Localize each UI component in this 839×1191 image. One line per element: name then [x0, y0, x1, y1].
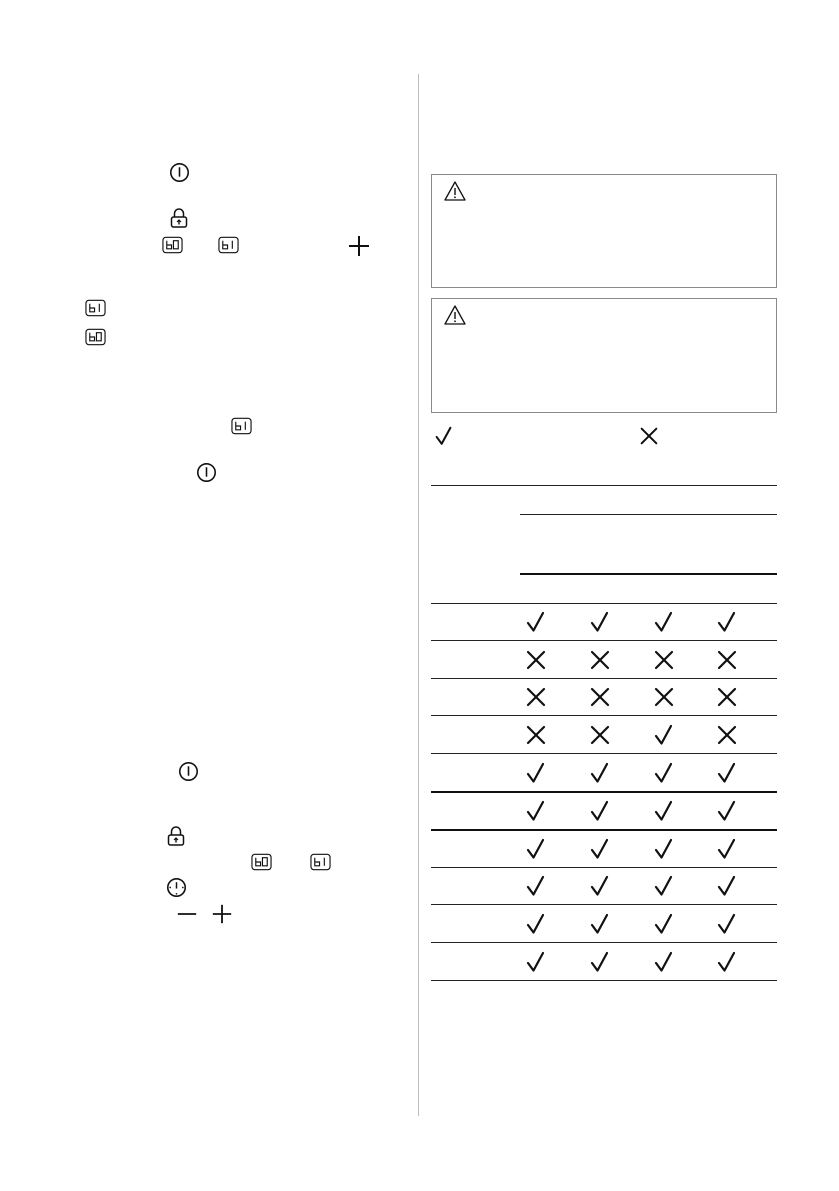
table-rule — [431, 980, 777, 981]
power-icon — [169, 162, 190, 183]
check-icon — [715, 799, 739, 823]
table-row — [431, 830, 777, 868]
display-b0-icon — [251, 853, 272, 871]
table-rule — [520, 514, 777, 515]
timer-icon — [166, 877, 187, 898]
table-body — [431, 603, 777, 983]
check-icon — [652, 837, 676, 861]
check-icon — [652, 610, 676, 634]
table-row — [431, 868, 777, 906]
column-divider — [418, 74, 419, 1116]
check-icon — [652, 950, 676, 974]
check-icon — [524, 912, 548, 936]
compatibility-table — [431, 485, 777, 985]
lock-icon — [169, 207, 189, 229]
table-row — [431, 716, 777, 754]
check-icon — [588, 799, 612, 823]
check-icon — [524, 837, 548, 861]
display-b1-icon — [218, 236, 239, 254]
check-icon — [524, 610, 548, 634]
check-icon — [524, 799, 548, 823]
check-icon — [715, 874, 739, 898]
power-icon — [178, 761, 199, 782]
check-icon — [652, 874, 676, 898]
check-icon — [652, 799, 676, 823]
legend-cross-icon — [638, 425, 660, 447]
table-row — [431, 603, 777, 641]
warning-box — [431, 298, 777, 413]
cross-icon — [715, 685, 739, 709]
display-b0-icon — [85, 328, 106, 346]
table-rule — [520, 573, 777, 575]
check-icon — [524, 874, 548, 898]
cross-icon — [588, 648, 612, 672]
check-icon — [715, 761, 739, 785]
legend-check-icon — [433, 425, 455, 447]
cross-icon — [524, 685, 548, 709]
check-icon — [652, 723, 676, 747]
cross-icon — [588, 685, 612, 709]
display-b1-icon — [310, 853, 331, 871]
cross-icon — [652, 648, 676, 672]
check-icon — [588, 837, 612, 861]
check-icon — [715, 610, 739, 634]
cross-icon — [588, 723, 612, 747]
check-icon — [524, 950, 548, 974]
power-icon — [196, 462, 217, 483]
table-row — [431, 905, 777, 943]
warning-icon — [443, 304, 467, 326]
check-icon — [588, 610, 612, 634]
cross-icon — [715, 648, 739, 672]
display-b1-icon — [231, 417, 252, 435]
check-icon — [652, 761, 676, 785]
plus-icon — [211, 903, 233, 925]
cross-icon — [524, 723, 548, 747]
check-icon — [715, 950, 739, 974]
check-icon — [588, 761, 612, 785]
table-rule — [431, 485, 777, 486]
check-icon — [524, 761, 548, 785]
minus-icon — [176, 903, 198, 925]
table-row — [431, 641, 777, 679]
check-icon — [652, 912, 676, 936]
cross-icon — [652, 685, 676, 709]
warning-icon — [443, 180, 467, 202]
check-icon — [715, 912, 739, 936]
table-row — [431, 792, 777, 830]
display-b1-icon — [85, 299, 106, 317]
cross-icon — [524, 648, 548, 672]
plus-icon — [347, 234, 371, 258]
check-icon — [588, 950, 612, 974]
table-row — [431, 943, 777, 981]
cross-icon — [715, 723, 739, 747]
warning-box — [431, 174, 777, 288]
check-icon — [588, 912, 612, 936]
check-icon — [588, 874, 612, 898]
lock-icon — [166, 825, 186, 847]
table-row — [431, 679, 777, 717]
check-icon — [715, 837, 739, 861]
table-row — [431, 754, 777, 792]
display-b0-icon — [162, 236, 183, 254]
